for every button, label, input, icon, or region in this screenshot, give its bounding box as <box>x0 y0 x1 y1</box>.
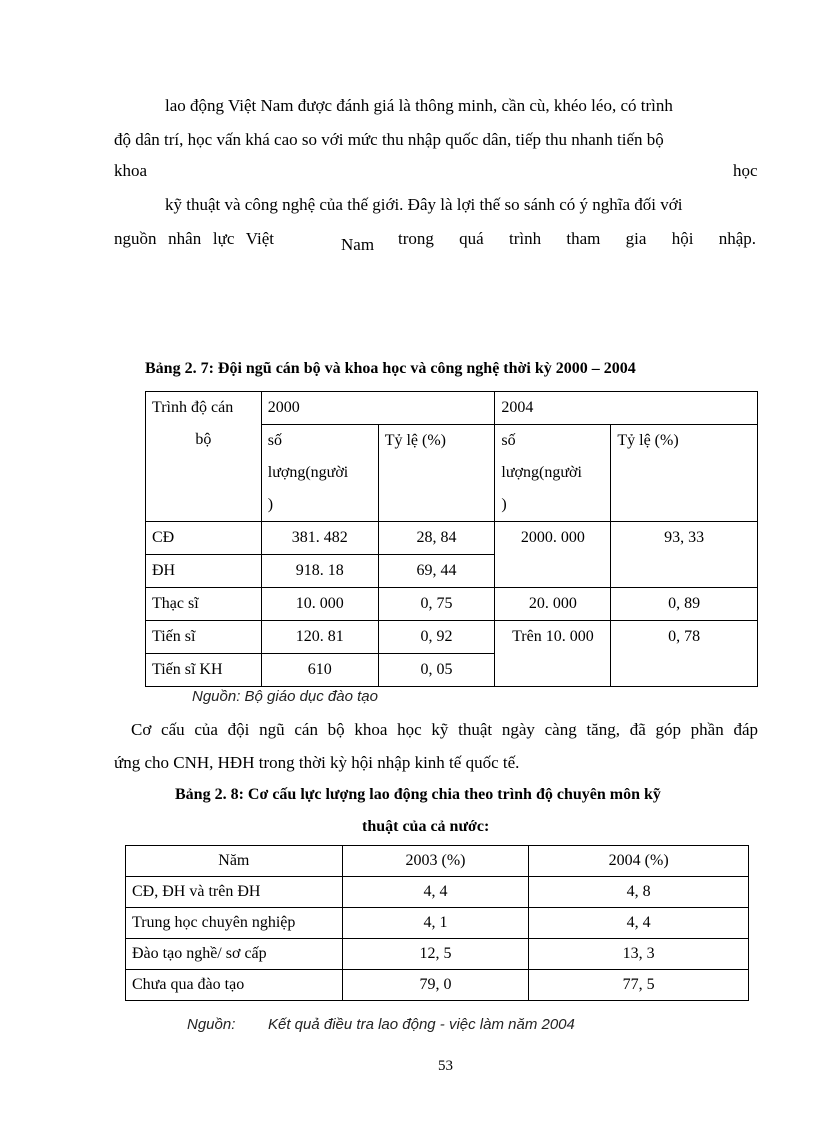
table-row <box>146 392 758 425</box>
intro-line-3b: học <box>733 161 758 180</box>
cell-qty-2004: Trên 10. 000 <box>495 621 611 687</box>
row-label: Tiến sĩ <box>146 621 262 654</box>
table-27 <box>145 391 758 687</box>
table-row <box>146 522 758 555</box>
cell-qty-2000: 10. 000 <box>261 588 378 621</box>
cell-qty-2000: 610 <box>261 654 378 687</box>
intro-line-3a: khoa <box>114 161 148 180</box>
subheader-qty-2004 <box>495 425 611 522</box>
row-label: CĐ <box>146 522 262 555</box>
table-row <box>126 970 749 1001</box>
cell-2004: 77, 5 <box>529 970 749 1001</box>
table-27-source: Nguồn: Bộ giáo dục đào tạo <box>192 688 378 705</box>
subheader-rate-2004: Tỷ lệ (%) <box>611 425 758 522</box>
subheader-qty-a: số <box>501 432 516 449</box>
cell-rate-2004: 0, 78 <box>611 621 758 687</box>
intro-line-2: độ dân trí, học vấn khá cao so với mức thu nhập quốc dân, tiếp thu nhanh tiến bộ <box>114 130 664 149</box>
header-cell <box>146 392 262 522</box>
cell-2004: 4, 4 <box>529 908 749 939</box>
cell-2004: 13, 3 <box>529 939 749 970</box>
subheader-rate-2000: Tỷ lệ (%) <box>378 425 495 522</box>
table-28-source-text: Kết quả điều tra lao động - việc làm năm 2004 <box>268 1016 575 1033</box>
row-label: Thạc sĩ <box>146 588 262 621</box>
cell-rate-2000: 0, 92 <box>378 621 495 654</box>
cell-rate-2000: 69, 44 <box>378 555 495 588</box>
row-label: ĐH <box>146 555 262 588</box>
table-28 <box>125 845 749 1001</box>
intro-line-5b: Nam <box>341 235 375 254</box>
header-level-b: bộ <box>195 431 212 448</box>
cell-rate-2004: 0, 89 <box>611 588 758 621</box>
cell-rate-2000: 0, 05 <box>378 654 495 687</box>
page-number: 53 <box>438 1058 453 1074</box>
intro-line-4: kỹ thuật và công nghệ của thế giới. Đây là lợi thế so sánh có ý nghĩa đối với <box>165 195 683 214</box>
cell-2003: 12, 5 <box>342 939 529 970</box>
cell-rate-2004: 93, 33 <box>611 522 758 588</box>
table-28-caption-line-1: Bảng 2. 8: Cơ cấu lực lượng lao động chia theo trình độ chuyên môn kỹ <box>175 786 661 803</box>
header-year-2000: 2000 <box>261 392 495 425</box>
table-27-caption: Bảng 2. 7: Đội ngũ cán bộ và khoa học và công nghệ thời kỳ 2000 – 2004 <box>145 360 636 377</box>
table-row <box>146 588 758 621</box>
subheader-qty-b: lượng(người <box>501 464 582 481</box>
table-row <box>126 877 749 908</box>
row-label: Tiến sĩ KH <box>146 654 262 687</box>
table-row <box>126 939 749 970</box>
table-28-source-label: Nguồn: <box>187 1016 236 1033</box>
cell-qty-2004: 2000. 000 <box>495 522 611 588</box>
cell-2003: 79, 0 <box>342 970 529 1001</box>
cell-rate-2000: 0, 75 <box>378 588 495 621</box>
row-label: Trung học chuyên nghiệp <box>126 908 343 939</box>
subheader-qty-c: ) <box>267 496 274 513</box>
cell-qty-2000: 120. 81 <box>261 621 378 654</box>
header-year-2004: 2004 <box>495 392 758 425</box>
cell-qty-2000: 918. 18 <box>261 555 378 588</box>
subheader-qty-a: số <box>267 432 282 449</box>
table-row <box>126 846 749 877</box>
paragraph-2-line-2: ứng cho CNH, HĐH trong thời kỳ hội nhập kinh tế quốc tế. <box>114 753 520 772</box>
row-label: Chưa qua đào tạo <box>126 970 343 1001</box>
header-cell: 2004 (%) <box>529 846 749 877</box>
table-row <box>126 908 749 939</box>
cell-rate-2000: 28, 84 <box>378 522 495 555</box>
intro-line-5a: nguồn nhân lực Việt <box>114 229 274 248</box>
cell-2003: 4, 4 <box>342 877 529 908</box>
intro-line-5c: trong quá trình tham gia hội nhập. <box>398 229 756 248</box>
subheader-qty-c: ) <box>501 496 507 513</box>
intro-line-1: lao động Việt Nam được đánh giá là thông minh, cần cù, khéo léo, có trình <box>165 96 673 115</box>
cell-2003: 4, 1 <box>342 908 529 939</box>
table-row <box>146 621 758 654</box>
header-cell: Năm <box>126 846 343 877</box>
subheader-qty-b: lượng(người <box>267 464 349 481</box>
paragraph-2-line-1: Cơ cấu của đội ngũ cán bộ khoa học kỹ thuật ngày càng tăng, đã góp phần đáp <box>131 720 758 739</box>
header-level-a: Trình độ cán <box>152 399 234 416</box>
table-28-caption-line-2: thuật của cả nước: <box>362 818 490 835</box>
cell-2004: 4, 8 <box>529 877 749 908</box>
subheader-qty-2000 <box>261 425 378 522</box>
cell-qty-2000: 381. 482 <box>261 522 378 555</box>
row-label: Đào tạo nghề/ sơ cấp <box>126 939 343 970</box>
cell-qty-2004: 20. 000 <box>495 588 611 621</box>
row-label: CĐ, ĐH và trên ĐH <box>126 877 343 908</box>
header-cell: 2003 (%) <box>342 846 529 877</box>
